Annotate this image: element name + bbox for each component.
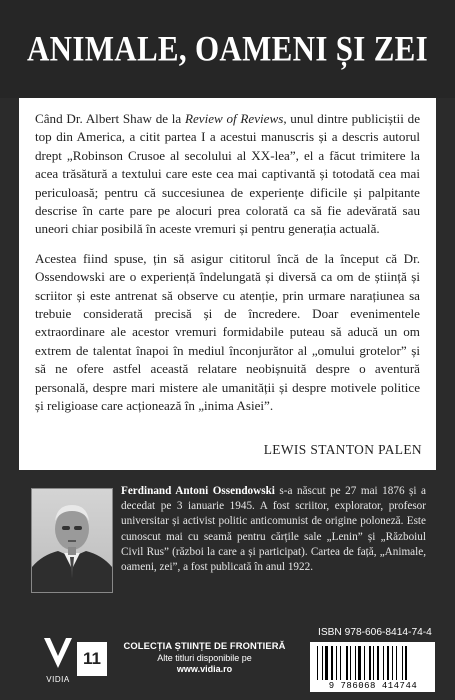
collection-info <box>112 640 297 674</box>
blurb-paragraph-1: Când Dr. Albert Shaw de la Review of Reviews, unul dintre publiciștii de top din America, a citit partea I a acestui manuscris și a descris autorul drept „Robinson Crusoe al secolului al XX-lea”, el a făcut trimitere la acea trăsătură a textului care este cea mai captivantă și totodată cea mai periculoasă; pentru că succesiunea de experiențe dificile și palpitante descrise în carte pare pe alocuri prea colorată ca să fie adevărată sau uneori chiar posibilă în aceste vremuri și pentru generația actuală. <box>35 111 421 237</box>
blurb-paragraph-2: Acestea fiind spuse, țin să asigur cititorul încă de la început că Dr. Ossendowski are o experiență îndelungată și diversă ca om de știință și scriitor și este antrenat să observe cu atenție, prin urmare narațiunea sa trebuie considerată precisă și de încredere. Doar evenimentele extraordinare ale acestor vremuri formidabile puteau să aducă un om extrem de talentat înapoi în mediul înconjurător al „omului grotelor” și să ne ofere astfel această relatare neobișnuită despre o aventură personală, despre mari mistere ale umanității și despre motivele politice și religioase care acționează în „inima Asiei”. <box>35 250 420 414</box>
publisher-website: www.vidia.ro <box>176 664 233 674</box>
v-logo-icon <box>42 636 74 672</box>
author-name: Ferdinand Antoni Ossendowski <box>121 485 275 497</box>
author-portrait <box>31 488 113 593</box>
barcode-digits: 9 786068 414744 <box>328 681 418 691</box>
signature: LEWIS STANTON PALEN <box>263 442 422 457</box>
publisher-strip <box>0 622 455 700</box>
collection-name: COLECȚIA ȘTIINȚE DE FRONTIERĂ <box>123 640 286 651</box>
cover-title-band <box>0 0 455 98</box>
vidia-logo <box>42 636 74 684</box>
publication-name: Review of Reviews <box>184 111 284 126</box>
book-title: ANIMALE, OAMENI ȘI ZEI <box>26 28 429 69</box>
collection-number: 11 <box>77 642 107 676</box>
blurb-panel <box>19 98 436 470</box>
collection-note: Alte titluri disponibile pe <box>157 653 252 663</box>
blurb-text <box>35 110 420 427</box>
logo-text: VIDIA <box>46 675 70 684</box>
isbn-label: ISBN 978-606-8414-74-4 <box>318 627 432 638</box>
author-section <box>0 470 455 620</box>
author-bio: Ferdinand Antoni Ossendowski s-a născut pe 27 mai 1876 și a decedat pe 3 ianuarie 1945. A fost scriitor, explorator, profesor universitar și activist politic anticomunist de origine poloneză. Este cunoscut mai cu seamă pentru cărțile sale „Lenin” și „Războiul Civil Rus” (război la care a și participat). Cartea de față, „Animale, oameni, zei”, a fost publicată în anul 1922. <box>121 485 426 574</box>
barcode <box>310 642 435 692</box>
barcode-bars <box>317 646 429 680</box>
